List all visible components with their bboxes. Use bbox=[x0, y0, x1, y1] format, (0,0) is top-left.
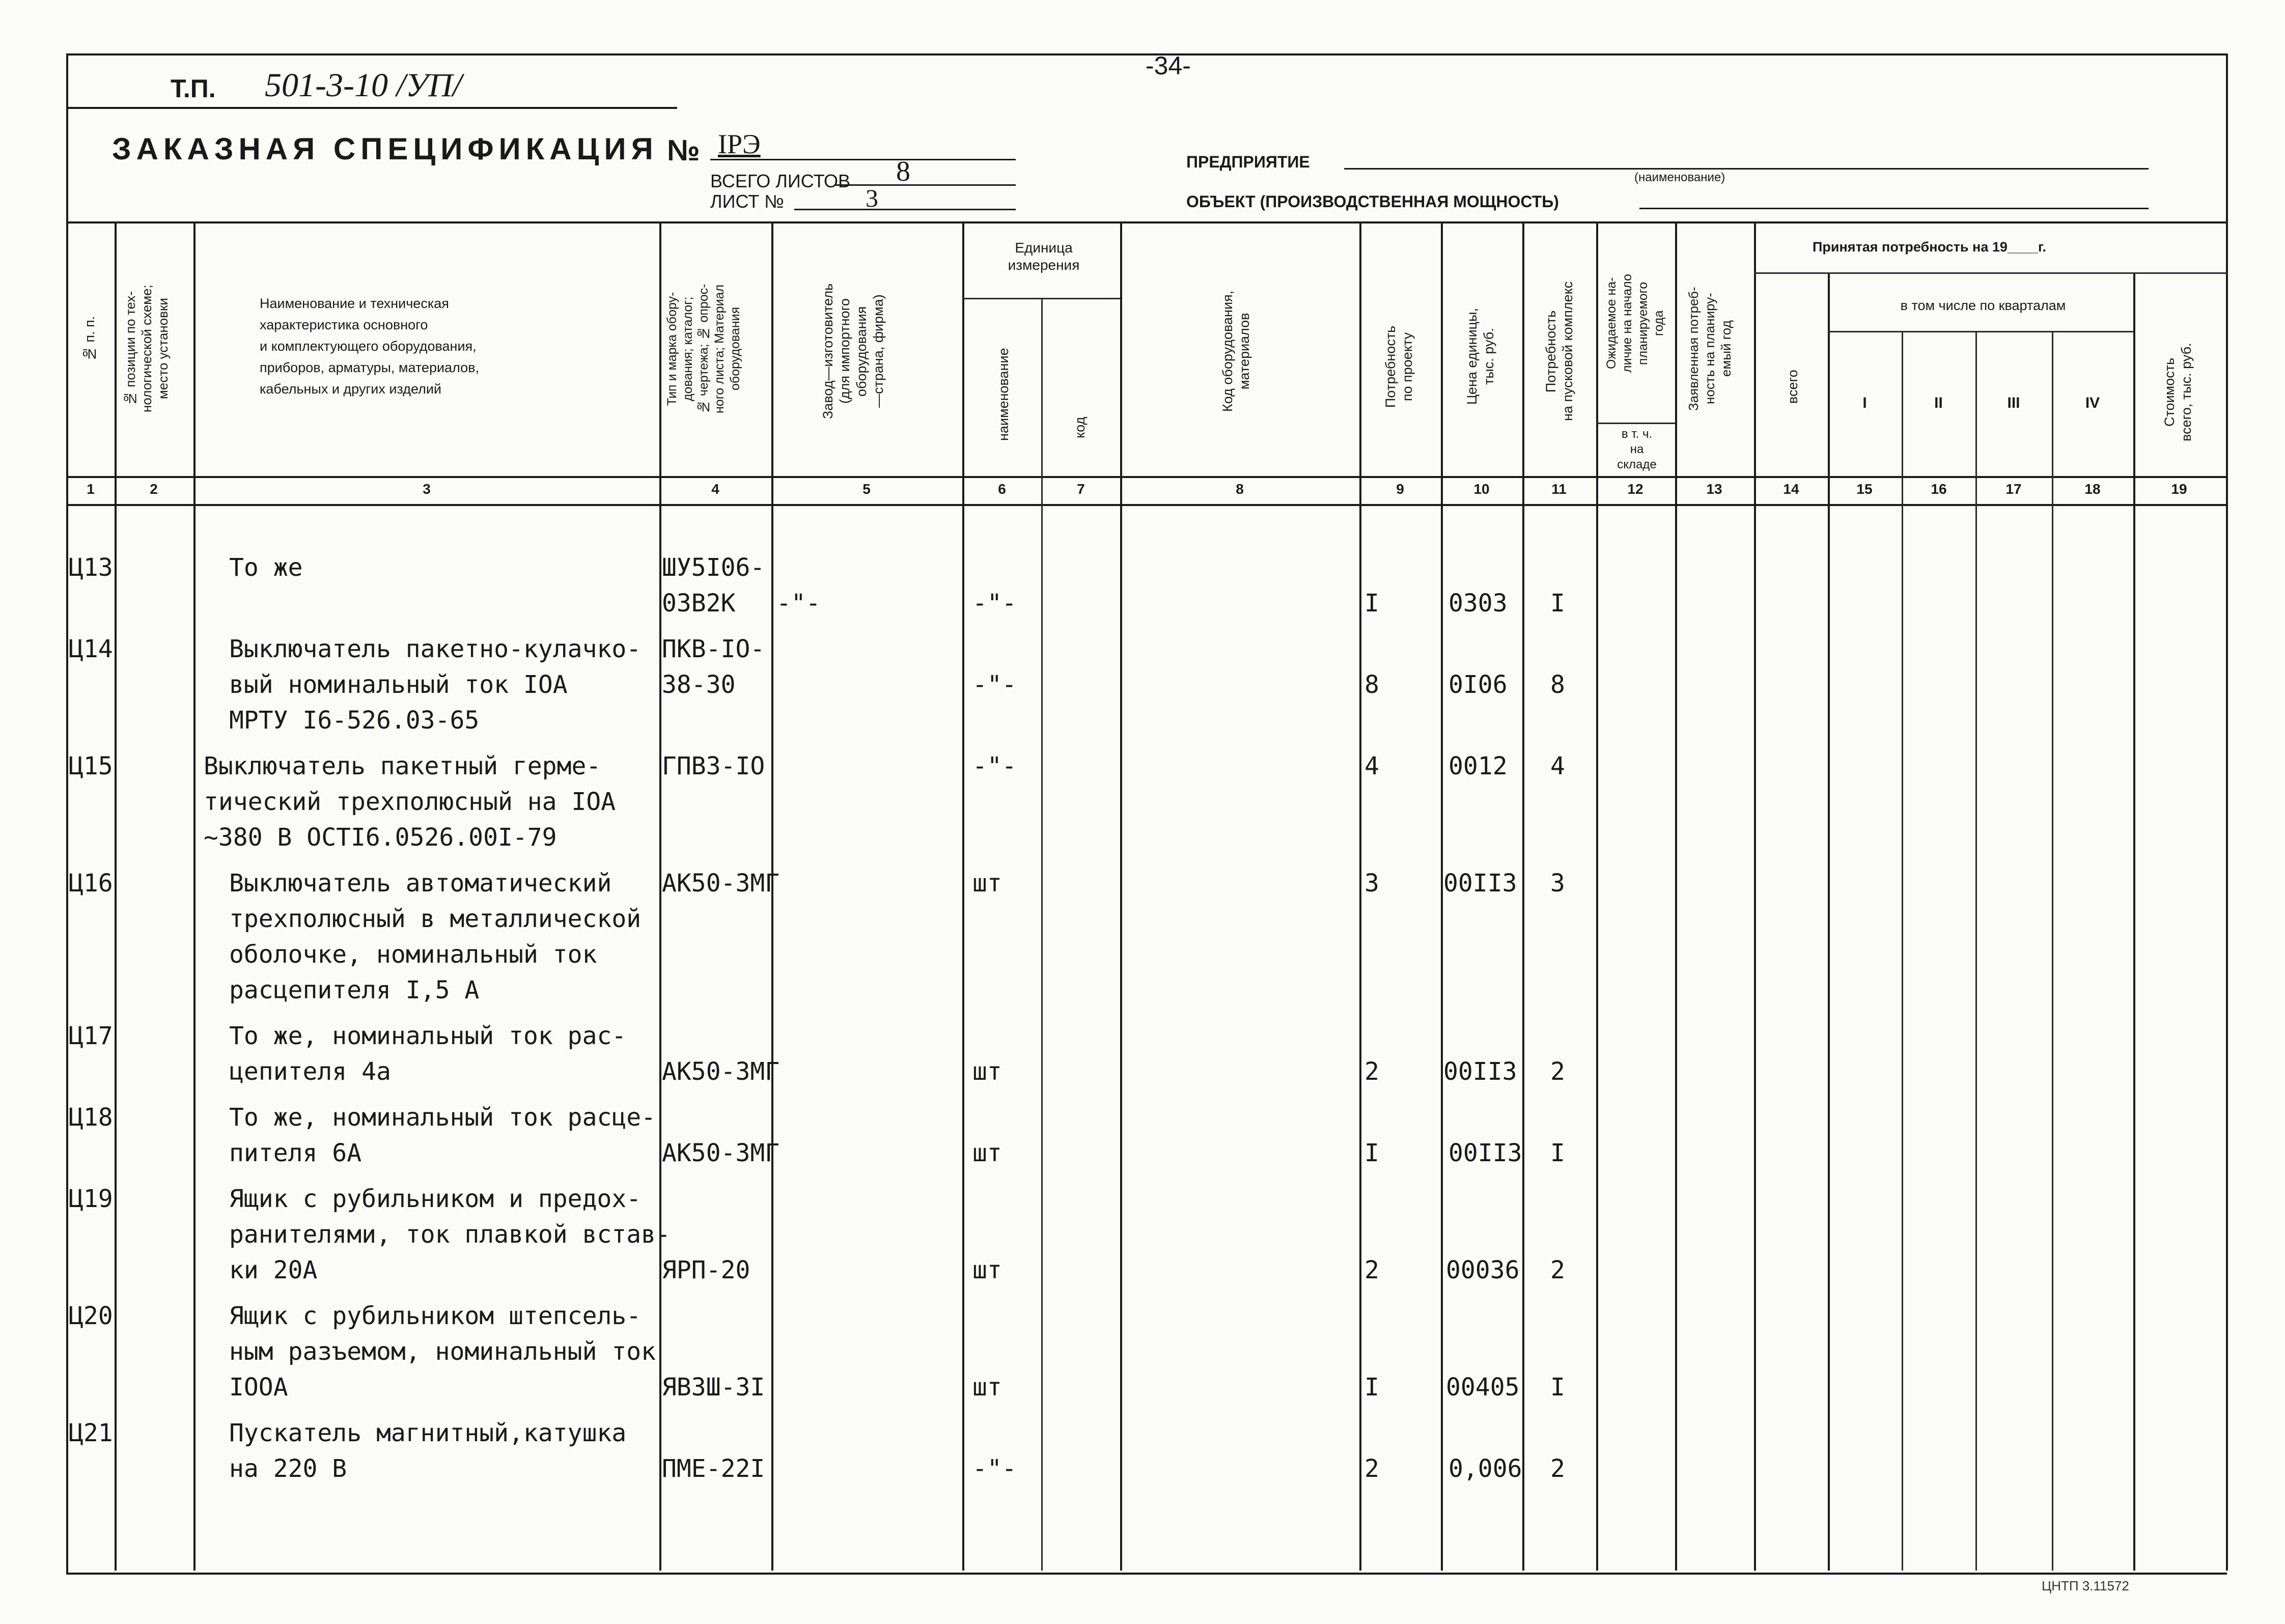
row-qty: 4 bbox=[1364, 752, 1379, 780]
header-unit-group: Единица измерения bbox=[1008, 240, 1080, 273]
column-number: 12 bbox=[1627, 481, 1643, 497]
header-q1: I bbox=[1862, 395, 1867, 411]
column-number: 11 bbox=[1551, 481, 1567, 497]
row-unit: шт bbox=[972, 1256, 1002, 1284]
header-q3: III bbox=[2007, 395, 2020, 411]
project-prefix: Т.П. bbox=[171, 74, 216, 103]
header-position: № позиции по тех- нологической схеме; место установки bbox=[123, 285, 171, 413]
column-number: 19 bbox=[2171, 481, 2187, 497]
row-unit: шт bbox=[972, 1139, 1002, 1167]
sheets-total-value: 8 bbox=[896, 156, 910, 187]
header-unit-code: код bbox=[1072, 416, 1088, 439]
row-number: Ц16 bbox=[69, 869, 113, 898]
row-type: АК50-3МГ bbox=[662, 1057, 780, 1086]
header-type: Тип и марка обору- дования; каталог; № чертежа; № опрос- ного листа; Материал оборудования bbox=[665, 284, 742, 414]
row-number: Ц21 bbox=[69, 1419, 113, 1447]
object-label: ОБЪЕКТ (ПРОИЗВОДСТВЕННАЯ МОЩНОСТЬ) bbox=[1186, 192, 1559, 211]
row-unit: -"- bbox=[972, 1454, 1017, 1483]
column-number: 3 bbox=[423, 481, 431, 497]
column-number: 10 bbox=[1473, 481, 1490, 497]
row-type: ШУ5I06- 03В2К bbox=[662, 553, 765, 618]
row-price: 0012 bbox=[1448, 752, 1508, 780]
column-number: 15 bbox=[1856, 481, 1873, 497]
enterprise-label: ПРЕДПРИЯТИЕ bbox=[1186, 153, 1310, 171]
row-launch: 2 bbox=[1550, 1057, 1565, 1086]
spec-number-value: IРЭ bbox=[718, 129, 761, 159]
row-qty: I bbox=[1364, 589, 1379, 618]
page-number: -34- bbox=[1146, 51, 1191, 80]
row-name: Выключатель автоматический трехполюсный в металлической оболочке, номинальный ток расцепителя I,5 А bbox=[229, 869, 642, 1004]
row-launch: 4 bbox=[1550, 752, 1565, 780]
row-qty: 2 bbox=[1364, 1256, 1379, 1284]
row-number: Ц15 bbox=[69, 752, 113, 780]
header-total: всего bbox=[1785, 370, 1800, 404]
row-name: Пускатель магнитный,катушка на 220 В bbox=[229, 1419, 627, 1483]
header-launch-need: Потребность на пусковой комплекс bbox=[1543, 281, 1575, 422]
row-launch: I bbox=[1550, 1373, 1565, 1402]
row-price: 00II3 bbox=[1448, 1139, 1522, 1167]
row-name: Выключатель пакетно-кулачко- вый номинальный ток IОА МРТУ I6-526.03-65 bbox=[229, 635, 642, 735]
row-unit: -"- bbox=[972, 589, 1017, 618]
column-number: 18 bbox=[2084, 481, 2101, 497]
header-row-number: № п. п. bbox=[82, 316, 97, 361]
row-qty: 2 bbox=[1364, 1454, 1379, 1483]
row-launch: 2 bbox=[1550, 1454, 1565, 1483]
project-code: 501-3-10 /УП/ bbox=[265, 67, 462, 104]
header-accepted-group: Принятая потребность на 19____г. bbox=[1813, 239, 2046, 255]
row-type: ПКВ-IО- 38-30 bbox=[662, 635, 765, 699]
column-number: 6 bbox=[998, 481, 1006, 497]
row-type: АК50-3МГ bbox=[662, 869, 780, 898]
table-top-border bbox=[66, 221, 2227, 223]
column-number: 4 bbox=[711, 481, 719, 497]
row-price: 0I06 bbox=[1448, 670, 1508, 699]
row-name: То же bbox=[229, 553, 303, 582]
row-price: 00II3 bbox=[1443, 1057, 1517, 1086]
row-number: Ц19 bbox=[69, 1185, 113, 1213]
row-price: 0,006 bbox=[1448, 1454, 1522, 1483]
sheet-number-label: ЛИСТ № bbox=[710, 191, 784, 212]
row-name: Ящик с рубильником штепсель- ным разъемом, номинальный ток IООА bbox=[229, 1302, 656, 1402]
row-number: Ц20 bbox=[69, 1302, 113, 1330]
header-expected-stock: Ожидаемое на- личие на начало планируемого года bbox=[1604, 274, 1666, 373]
column-number: 2 bbox=[150, 481, 158, 497]
row-unit: шт bbox=[972, 1373, 1002, 1402]
header-in-stock: в т. ч. на складе bbox=[1617, 427, 1657, 471]
row-unit: шт bbox=[972, 869, 1002, 898]
header-project-need: Потребность по проекту bbox=[1383, 325, 1415, 408]
row-number: Ц17 bbox=[69, 1022, 113, 1050]
header-manufacturer: Завод—изготовитель (для импортного оборудования —страна, фирма) bbox=[820, 283, 886, 419]
sheets-total-label: ВСЕГО ЛИСТОВ bbox=[710, 171, 850, 191]
document-title: ЗАКАЗНАЯ СПЕЦИФИКАЦИЯ bbox=[112, 132, 658, 166]
header-equipment-code: Код оборудования, материалов bbox=[1220, 290, 1252, 412]
footer-code: ЦНТП 3.11572 bbox=[2042, 1578, 2129, 1593]
row-launch: 8 bbox=[1550, 670, 1565, 699]
header-unit-name: наименование bbox=[996, 348, 1011, 441]
column-number: 14 bbox=[1783, 481, 1799, 497]
row-qty: 2 bbox=[1364, 1057, 1379, 1086]
row-unit: -"- bbox=[972, 670, 1017, 699]
row-type: ГПВЗ-IО bbox=[662, 752, 765, 780]
row-name: Выключатель пакетный герме- тический трехполюсный на IОА ~380 В ОСТI6.0526.00I-79 bbox=[204, 752, 616, 852]
row-maker: -"- bbox=[776, 589, 821, 618]
row-number: Ц13 bbox=[69, 553, 113, 582]
row-price: 00II3 bbox=[1443, 869, 1517, 898]
header-cost: Стоимость всего, тыс. руб. bbox=[2162, 343, 2194, 441]
column-number: 1 bbox=[87, 481, 95, 497]
header-quarters-group: в том числе по кварталам bbox=[1900, 298, 2066, 313]
header-unit-price: Цена единицы, тыс. руб. bbox=[1464, 307, 1496, 405]
row-type: ПМЕ-22I bbox=[662, 1454, 765, 1483]
row-launch: I bbox=[1550, 1139, 1565, 1167]
row-price: 00036 bbox=[1446, 1256, 1520, 1284]
sheet-number-value: 3 bbox=[866, 184, 878, 212]
row-price: 0303 bbox=[1448, 589, 1508, 618]
row-name: Ящик с рубильником и предох- ранителями, ток плавкой встав- ки 20А bbox=[229, 1185, 671, 1284]
column-number: 13 bbox=[1706, 481, 1722, 497]
row-launch: I bbox=[1550, 589, 1565, 618]
row-type: ЯРП-20 bbox=[662, 1256, 750, 1284]
row-number: Ц18 bbox=[69, 1103, 113, 1132]
row-launch: 2 bbox=[1550, 1256, 1565, 1284]
column-number: 7 bbox=[1077, 481, 1085, 497]
row-qty: I bbox=[1364, 1373, 1379, 1402]
row-launch: 3 bbox=[1550, 869, 1565, 898]
row-qty: I bbox=[1364, 1139, 1379, 1167]
column-number: 16 bbox=[1931, 481, 1947, 497]
column-number: 5 bbox=[862, 481, 871, 497]
row-qty: 8 bbox=[1364, 670, 1379, 699]
column-number: 17 bbox=[2005, 481, 2022, 497]
row-type: ЯВЗШ-3I bbox=[662, 1373, 765, 1402]
row-name: То же, номинальный ток рас- цепителя 4а bbox=[229, 1022, 627, 1086]
row-name: То же, номинальный ток расце- пителя 6А bbox=[229, 1103, 656, 1167]
row-type: АК50-3МГ bbox=[662, 1139, 780, 1167]
header-q2: II bbox=[1934, 395, 1943, 411]
enterprise-caption: (наименование) bbox=[1634, 171, 1725, 184]
header-name: Наименование и техническая характеристика основного и комплектующего оборудования, приборов, арматуры, материалов, кабельных и других изделий bbox=[260, 296, 479, 397]
column-number: 8 bbox=[1236, 481, 1244, 497]
spec-number-label: № bbox=[667, 134, 700, 167]
header-q4: IV bbox=[2085, 395, 2100, 411]
row-price: 00405 bbox=[1446, 1373, 1520, 1402]
row-qty: 3 bbox=[1364, 869, 1379, 898]
row-number: Ц14 bbox=[69, 635, 113, 663]
column-number: 9 bbox=[1396, 481, 1404, 497]
header-declared-need: Заявленная потреб- ность на планиру- емый год bbox=[1686, 287, 1734, 411]
row-unit: -"- bbox=[972, 752, 1017, 780]
row-unit: шт bbox=[972, 1057, 1002, 1086]
